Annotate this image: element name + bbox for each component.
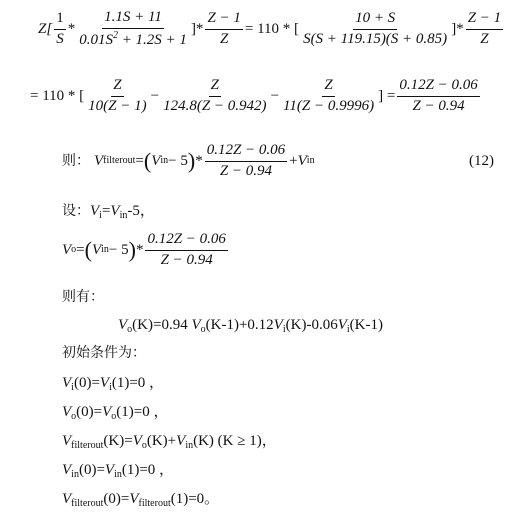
initial-conditions-label: 初始条件为： <box>62 345 146 361</box>
vo-equation: V o = ( V in − 5 ) * $\frac{0.12Z - 0.06}{Z - 0.94}$ <box>62 231 226 268</box>
init-condition-1: $V_i(0)=V_i(1)=0$ ， <box>62 375 165 393</box>
eq1-prefix: Z[ <box>38 20 53 37</box>
eq1-close2: ]* <box>451 20 464 37</box>
eq2-prefix: = 110 * [ <box>30 87 85 104</box>
vo-frac: $\frac{0.12Z - 0.06}{Z - 0.94}$ <box>147 231 226 268</box>
eq1-frac-2: $\frac{1.1S + 11}{0.01S^2 + 1.2S + 1}$ <box>79 9 187 48</box>
eq12-frac: $\frac{0.12Z - 0.06}{Z - 0.94}$ <box>206 142 286 179</box>
init-condition-2: $V_o(0)=V_o(1)=0$ ， <box>62 404 169 422</box>
equation-2 <box>30 78 482 115</box>
eq1-star: * <box>67 20 76 37</box>
set-line: 设：$V_i=V_{in}-5$， <box>62 203 155 221</box>
equation-1 <box>38 10 505 49</box>
equation-number: (12) <box>469 152 494 169</box>
eq1-frac-5: $\frac{Z - 1}{Z}$ <box>467 10 502 47</box>
eq2-result: $\frac{0.12Z - 0.06}{Z - 0.94}$ <box>399 77 478 114</box>
equation-12: 则： V filterout = ( V in − 5 ) * $\frac{0.12Z - 0.06}{Z - 0.94}$ + V in (12) <box>62 142 494 179</box>
eq12-label: 则： <box>62 153 90 170</box>
init-condition-5: $V_{filterout}(0)=V_{filterout}(1)=0$。 <box>62 491 220 509</box>
eq2-term-2: $\frac{Z}{124.8(Z - 0.942)}$ <box>163 77 267 114</box>
eq1-frac-4: $\frac{10 + S}{S(S + 119.15)(S + 0.85)}$ <box>303 10 448 47</box>
eq1-frac-3: $\frac{Z - 1}{Z}$ <box>207 10 241 47</box>
eq2-minus-1: − <box>150 87 160 104</box>
eq2-minus-2: − <box>270 87 280 104</box>
eq2-term-3: $\frac{Z}{11(Z - 0.9996)}$ <box>283 77 375 114</box>
eq1-frac-1: $\frac{1}{S}$ <box>56 10 64 47</box>
then-have-label: 则有： <box>62 289 104 305</box>
init-condition-4: $V_{in}(0)=V_{in}(1)=0$ ， <box>62 462 175 480</box>
eq2-close: ] = <box>378 87 396 104</box>
eq1-close: ]* <box>190 20 204 37</box>
eq2-term-1: $\frac{Z}{10(Z - 1)}$ <box>88 77 147 114</box>
difference-equation: $V_o(K)=0.94$ $V_o(K-1)+0.12V_i(K)-0.06V_i(K-1)$ <box>118 317 383 335</box>
init-condition-3: $V_{filterout}(K)=V_o(K)+V_{in}(K) (K \ge 1)$， <box>62 433 277 451</box>
eq1-eq110: = 110 * [ <box>244 20 300 37</box>
